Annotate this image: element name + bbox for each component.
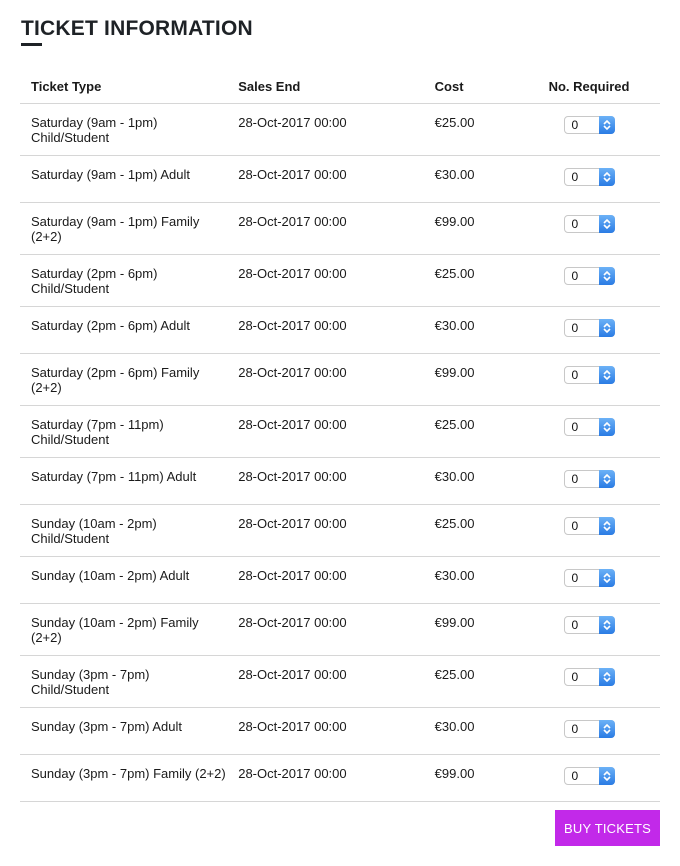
ticket-type-cell: Sunday (10am - 2pm) Family (2+2) bbox=[20, 604, 227, 656]
ticket-type-cell: Sunday (10am - 2pm) Child/Student bbox=[20, 505, 227, 557]
sales-end-cell: 28-Oct-2017 00:00 bbox=[227, 354, 423, 406]
table-row bbox=[20, 557, 660, 604]
quantity-cell bbox=[518, 255, 660, 307]
ticket-type-cell: Saturday (2pm - 6pm) Family (2+2) bbox=[20, 354, 227, 406]
sales-end-cell: 28-Oct-2017 00:00 bbox=[227, 406, 423, 458]
quantity-value: 0 bbox=[571, 472, 579, 486]
quantity-value: 0 bbox=[571, 321, 579, 335]
sales-end-cell: 28-Oct-2017 00:00 bbox=[227, 755, 423, 802]
cost-cell: €25.00 bbox=[424, 656, 518, 708]
quantity-stepper[interactable] bbox=[564, 418, 615, 436]
up-down-arrows-icon[interactable] bbox=[599, 668, 615, 686]
cost-cell: €30.00 bbox=[424, 307, 518, 354]
cost-cell: €99.00 bbox=[424, 604, 518, 656]
page-title: TICKET INFORMATION bbox=[21, 17, 253, 40]
cost-cell: €99.00 bbox=[424, 755, 518, 802]
table-row bbox=[20, 104, 660, 156]
cost-cell: €25.00 bbox=[424, 406, 518, 458]
quantity-stepper[interactable] bbox=[564, 215, 615, 233]
cost-cell: €25.00 bbox=[424, 104, 518, 156]
ticket-type-cell: Saturday (9am - 1pm) Child/Student bbox=[20, 104, 227, 156]
quantity-cell bbox=[518, 656, 660, 708]
quantity-stepper[interactable] bbox=[564, 767, 615, 785]
table-row bbox=[20, 203, 660, 255]
quantity-cell bbox=[518, 755, 660, 802]
cost-cell: €30.00 bbox=[424, 557, 518, 604]
ticket-type-cell: Sunday (3pm - 7pm) Adult bbox=[20, 708, 227, 755]
ticket-type-cell: Sunday (10am - 2pm) Adult bbox=[20, 557, 227, 604]
quantity-stepper[interactable] bbox=[564, 470, 615, 488]
quantity-value: 0 bbox=[571, 571, 579, 585]
cost-cell: €30.00 bbox=[424, 156, 518, 203]
cost-cell: €30.00 bbox=[424, 458, 518, 505]
quantity-value: 0 bbox=[571, 420, 579, 434]
ticket-type-cell: Saturday (9am - 1pm) Adult bbox=[20, 156, 227, 203]
quantity-cell bbox=[518, 354, 660, 406]
quantity-stepper[interactable] bbox=[564, 319, 615, 337]
sales-end-cell: 28-Oct-2017 00:00 bbox=[227, 307, 423, 354]
sales-end-cell: 28-Oct-2017 00:00 bbox=[227, 604, 423, 656]
quantity-cell bbox=[518, 604, 660, 656]
up-down-arrows-icon[interactable] bbox=[599, 767, 615, 785]
quantity-stepper[interactable] bbox=[564, 116, 615, 134]
sales-end-cell: 28-Oct-2017 00:00 bbox=[227, 156, 423, 203]
table-row bbox=[20, 255, 660, 307]
buy-tickets-button[interactable]: BUY TICKETS bbox=[555, 810, 660, 846]
sales-end-cell: 28-Oct-2017 00:00 bbox=[227, 104, 423, 156]
quantity-cell bbox=[518, 104, 660, 156]
table-row bbox=[20, 656, 660, 708]
sales-end-cell: 28-Oct-2017 00:00 bbox=[227, 255, 423, 307]
quantity-cell bbox=[518, 708, 660, 755]
ticket-type-cell: Saturday (2pm - 6pm) Adult bbox=[20, 307, 227, 354]
quantity-stepper[interactable] bbox=[564, 267, 615, 285]
cost-cell: €99.00 bbox=[424, 203, 518, 255]
quantity-stepper[interactable] bbox=[564, 616, 615, 634]
quantity-value: 0 bbox=[571, 670, 579, 684]
table-row bbox=[20, 505, 660, 557]
ticket-table bbox=[20, 70, 660, 802]
up-down-arrows-icon[interactable] bbox=[599, 366, 615, 384]
up-down-arrows-icon[interactable] bbox=[599, 215, 615, 233]
quantity-stepper[interactable] bbox=[564, 569, 615, 587]
quantity-value: 0 bbox=[571, 722, 579, 736]
up-down-arrows-icon[interactable] bbox=[599, 517, 615, 535]
quantity-stepper[interactable] bbox=[564, 720, 615, 738]
quantity-stepper[interactable] bbox=[564, 517, 615, 535]
quantity-value: 0 bbox=[571, 170, 579, 184]
table-row bbox=[20, 708, 660, 755]
cost-cell: €30.00 bbox=[424, 708, 518, 755]
header-no-required: No. Required bbox=[518, 70, 660, 104]
cost-cell: €99.00 bbox=[424, 354, 518, 406]
sales-end-cell: 28-Oct-2017 00:00 bbox=[227, 505, 423, 557]
table-row bbox=[20, 156, 660, 203]
ticket-type-cell: Saturday (7pm - 11pm) Adult bbox=[20, 458, 227, 505]
ticket-type-cell: Saturday (9am - 1pm) Family (2+2) bbox=[20, 203, 227, 255]
header-sales-end: Sales End bbox=[227, 70, 423, 104]
sales-end-cell: 28-Oct-2017 00:00 bbox=[227, 708, 423, 755]
sales-end-cell: 28-Oct-2017 00:00 bbox=[227, 203, 423, 255]
header-ticket-type: Ticket Type bbox=[20, 70, 227, 104]
table-row bbox=[20, 755, 660, 802]
quantity-value: 0 bbox=[571, 618, 579, 632]
table-row bbox=[20, 604, 660, 656]
quantity-value: 0 bbox=[571, 519, 579, 533]
up-down-arrows-icon[interactable] bbox=[599, 116, 615, 134]
up-down-arrows-icon[interactable] bbox=[599, 569, 615, 587]
cost-cell: €25.00 bbox=[424, 255, 518, 307]
quantity-stepper[interactable] bbox=[564, 668, 615, 686]
quantity-value: 0 bbox=[571, 769, 579, 783]
up-down-arrows-icon[interactable] bbox=[599, 616, 615, 634]
quantity-cell bbox=[518, 505, 660, 557]
up-down-arrows-icon[interactable] bbox=[599, 319, 615, 337]
ticket-type-cell: Sunday (3pm - 7pm) Child/Student bbox=[20, 656, 227, 708]
table-row bbox=[20, 307, 660, 354]
quantity-cell bbox=[518, 406, 660, 458]
up-down-arrows-icon[interactable] bbox=[599, 720, 615, 738]
quantity-stepper[interactable] bbox=[564, 168, 615, 186]
up-down-arrows-icon[interactable] bbox=[599, 470, 615, 488]
quantity-value: 0 bbox=[571, 118, 579, 132]
quantity-value: 0 bbox=[571, 269, 579, 283]
quantity-cell bbox=[518, 458, 660, 505]
quantity-cell bbox=[518, 156, 660, 203]
table-row bbox=[20, 354, 660, 406]
up-down-arrows-icon[interactable] bbox=[599, 267, 615, 285]
table-header-row bbox=[20, 70, 660, 104]
up-down-arrows-icon[interactable] bbox=[599, 168, 615, 186]
ticket-type-cell: Sunday (3pm - 7pm) Family (2+2) bbox=[20, 755, 227, 802]
table-row bbox=[20, 458, 660, 505]
cost-cell: €25.00 bbox=[424, 505, 518, 557]
quantity-stepper[interactable] bbox=[564, 366, 615, 384]
ticket-type-cell: Saturday (2pm - 6pm) Child/Student bbox=[20, 255, 227, 307]
ticket-type-cell: Saturday (7pm - 11pm) Child/Student bbox=[20, 406, 227, 458]
quantity-cell bbox=[518, 557, 660, 604]
quantity-cell bbox=[518, 307, 660, 354]
sales-end-cell: 28-Oct-2017 00:00 bbox=[227, 656, 423, 708]
up-down-arrows-icon[interactable] bbox=[599, 418, 615, 436]
sales-end-cell: 28-Oct-2017 00:00 bbox=[227, 557, 423, 604]
title-underline bbox=[21, 43, 42, 46]
quantity-value: 0 bbox=[571, 217, 579, 231]
table-row bbox=[20, 406, 660, 458]
quantity-cell bbox=[518, 203, 660, 255]
sales-end-cell: 28-Oct-2017 00:00 bbox=[227, 458, 423, 505]
header-cost: Cost bbox=[424, 70, 518, 104]
quantity-value: 0 bbox=[571, 368, 579, 382]
